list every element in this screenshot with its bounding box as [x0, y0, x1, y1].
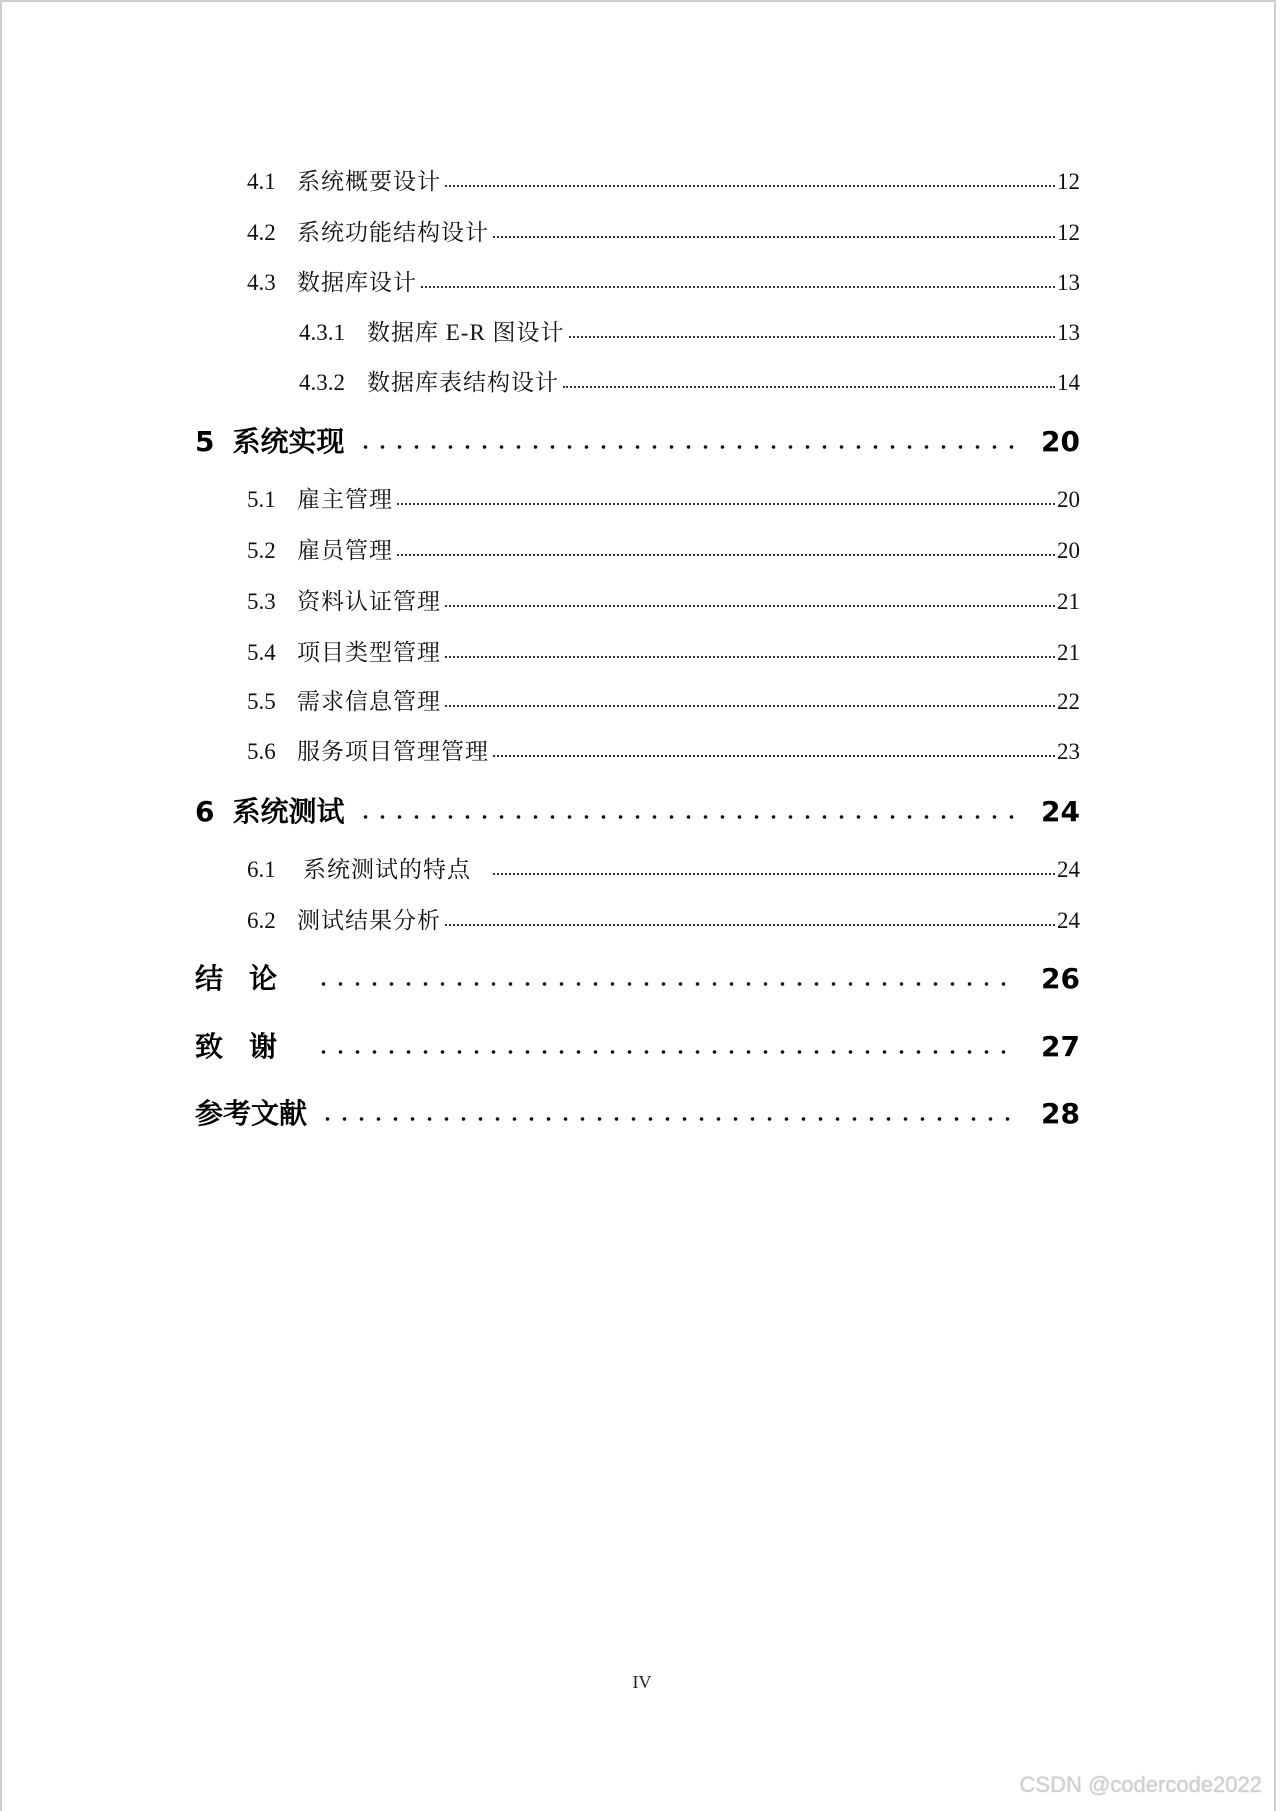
dot-leader — [493, 754, 1055, 757]
toc-entry-number: 5.5 — [247, 689, 276, 714]
dot-leader — [445, 655, 1055, 658]
toc-chapter-title: 致谢 — [195, 1030, 304, 1063]
toc-entry-title: 项目类型管理 — [297, 640, 441, 665]
toc-chapter[interactable] — [195, 959, 1080, 999]
toc-entry-page: 21 — [1057, 589, 1080, 614]
toc-chapter[interactable] — [195, 422, 1080, 462]
dot-leader — [311, 982, 1015, 986]
toc-entry-title: 雇主管理 — [297, 487, 393, 512]
toc-entry-page: 12 — [1057, 169, 1080, 194]
toc-chapter-page: 28 — [1041, 1097, 1080, 1130]
dot-leader — [421, 285, 1055, 288]
toc-entry-number: 6.1 — [247, 857, 276, 882]
toc-chapter[interactable] — [195, 1094, 1080, 1134]
toc-entry-title: 数据库 E-R 图设计 — [367, 320, 565, 345]
toc-entry-page: 12 — [1057, 220, 1080, 245]
toc-entry-title: 数据库设计 — [297, 270, 417, 295]
toc-chapter-page: 26 — [1041, 962, 1080, 995]
dot-leader — [445, 704, 1055, 707]
toc-entry[interactable] — [299, 368, 1080, 398]
toc-chapter-title: 系统测试 — [232, 795, 345, 828]
toc-entry[interactable] — [247, 536, 1080, 566]
toc-chapter-title: 参考文献 — [195, 1097, 308, 1130]
dot-leader — [563, 385, 1055, 388]
dot-leader — [445, 923, 1055, 926]
toc-entry[interactable] — [247, 638, 1080, 668]
toc-entry[interactable] — [247, 906, 1080, 936]
toc-entry[interactable] — [247, 587, 1080, 617]
dot-leader — [397, 553, 1055, 556]
toc-entry-number: 5.3 — [247, 589, 276, 614]
dot-leader — [315, 1117, 1015, 1121]
toc-entry-number: 5.1 — [247, 487, 276, 512]
dot-leader — [493, 235, 1055, 238]
toc-entry[interactable] — [247, 855, 1080, 885]
toc-entry-number: 4.2 — [247, 220, 276, 245]
toc-entry[interactable] — [247, 167, 1080, 197]
toc-chapter-page: 27 — [1041, 1030, 1080, 1063]
dot-leader — [445, 604, 1055, 607]
toc-entry-title: 系统测试的特点 — [303, 857, 471, 882]
toc-entry-number: 6.2 — [247, 908, 276, 933]
toc-entry-number: 4.3 — [247, 270, 276, 295]
toc-chapter-number: 6 — [195, 795, 215, 828]
toc-entry-title: 服务项目管理管理 — [297, 739, 489, 764]
toc-entry-page: 21 — [1057, 640, 1080, 665]
toc-chapter-title: 结论 — [195, 962, 304, 995]
toc-entry-title: 系统功能结构设计 — [297, 220, 489, 245]
toc-entry-number: 4.3.2 — [299, 370, 345, 395]
toc-entry-page: 24 — [1057, 908, 1080, 933]
toc-entry-title: 资料认证管理 — [297, 589, 441, 614]
dot-leader — [569, 335, 1055, 338]
dot-leader — [445, 184, 1055, 187]
toc-entry-page: 13 — [1057, 320, 1080, 345]
toc-entry-title: 系统概要设计 — [297, 169, 441, 194]
toc-entry[interactable] — [247, 485, 1080, 515]
toc-entry-page: 20 — [1057, 538, 1080, 563]
toc-entry-page: 14 — [1057, 370, 1080, 395]
toc-chapter[interactable] — [195, 1027, 1080, 1067]
dot-leader — [397, 502, 1055, 505]
toc-chapter[interactable] — [195, 792, 1080, 832]
toc-chapter-number: 5 — [195, 425, 215, 458]
toc-entry-title: 需求信息管理 — [297, 689, 441, 714]
toc-entry-page: 20 — [1057, 487, 1080, 512]
toc-entry-title: 测试结果分析 — [297, 908, 441, 933]
dot-leader — [493, 872, 1055, 875]
toc-entry-number: 5.6 — [247, 739, 276, 764]
dot-leader — [311, 1050, 1015, 1054]
toc-entry-page: 13 — [1057, 270, 1080, 295]
dot-leader — [353, 445, 1016, 449]
page-number-footer: IV — [632, 1672, 652, 1692]
toc-entry[interactable] — [247, 268, 1080, 298]
toc-entry[interactable] — [247, 737, 1080, 767]
toc-chapter-page: 20 — [1041, 425, 1080, 458]
toc-entry-page: 24 — [1057, 857, 1080, 882]
toc-entry-title: 数据库表结构设计 — [367, 370, 559, 395]
dot-leader — [353, 815, 1016, 819]
toc-entry-number: 4.1 — [247, 169, 276, 194]
toc-entry-page: 23 — [1057, 739, 1080, 764]
toc-entry[interactable] — [247, 218, 1080, 248]
toc-chapter-title: 系统实现 — [232, 425, 345, 458]
toc-entry-number: 5.4 — [247, 640, 276, 665]
toc-entry-title: 雇员管理 — [297, 538, 393, 563]
toc-entry-number: 4.3.1 — [299, 320, 345, 345]
toc-entry[interactable] — [299, 318, 1080, 348]
toc-entry-page: 22 — [1057, 689, 1080, 714]
toc-entry[interactable] — [247, 687, 1080, 717]
watermark: CSDN @codercode2022 — [1019, 1772, 1262, 1797]
toc-chapter-page: 24 — [1041, 795, 1080, 828]
toc-entry-number: 5.2 — [247, 538, 276, 563]
